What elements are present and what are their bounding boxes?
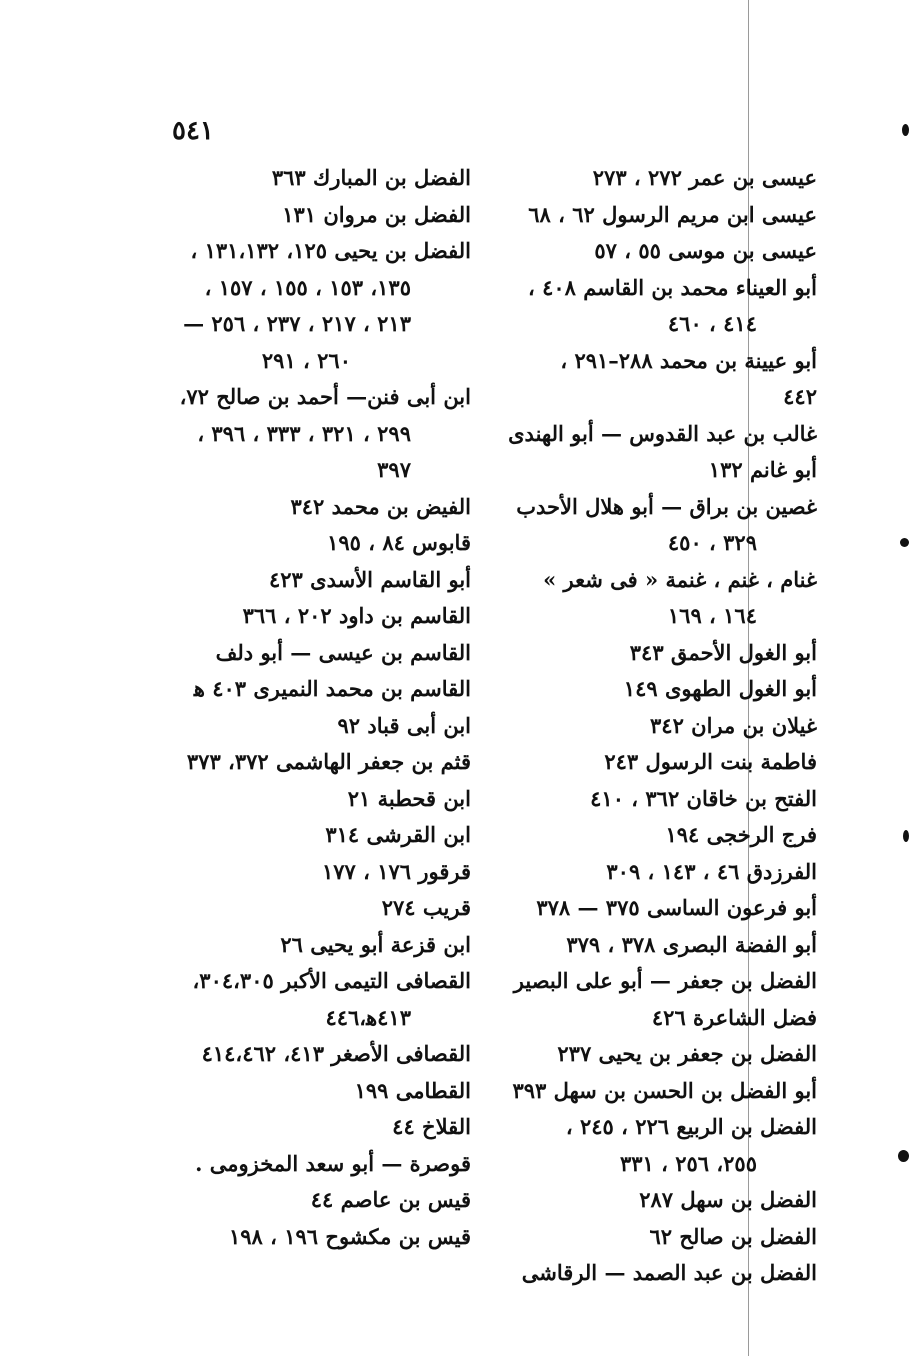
index-entry: الفضل بن الربيع ٢٢٦ ، ٢٤٥ ، [565,1114,817,1139]
index-entry: فاطمة بنت الرسول ٢٤٣ [604,749,817,774]
index-entry: الفضل بن مروان ١٣١ [282,201,471,227]
left-column [161,160,471,1255]
index-entry-continuation: ٢١٣ ، ٢١٧ ، ٢٣٧ ، ٢٥٦ — [183,311,411,336]
index-entry: فضل الشاعرة ٤٢٦ [651,1004,817,1030]
index-entry: الفضل بن يحيى ١٢٥، ١٣١،١٣٢ ، [190,238,471,263]
index-entry: قثم بن جعفر الهاشمى ٣٧٢، ٣٧٣ [186,749,471,774]
index-entry: الفضل بن صالح ٦٢ [649,1223,817,1249]
index-entry: غنام ، غنم ، غنمة « فى شعر » [543,566,817,592]
right-column [508,160,817,1292]
index-entry: عيسى بن عمر ٢٧٢ ، ٢٧٣ [592,165,817,190]
index-entry: الفيض بن محمد ٣٤٢ [290,493,471,519]
index-entry-continuation: ٣٩٧ [377,457,411,482]
index-entry: غالب بن عبد القدوس — أبو الهندى [508,420,817,446]
index-entry: ابن قحطبة ٢١ [347,785,471,811]
index-entry: القلاخ ٤٤ [392,1114,471,1139]
index-entry: عيسى ابن مريم الرسول ٦٢ ، ٦٨ [528,201,817,227]
index-entry: أبو فرعون الساسى ٣٧٥ — ٣٧٨ [536,895,817,920]
index-entry: قيس بن عاصم ٤٤ [310,1187,471,1212]
index-entry-continuation: ٤٤٢ [783,384,817,409]
index-entry: قيس بن مكشوح ١٩٦ ، ١٩٨ [229,1223,471,1249]
index-entry: القاسم بن محمد النميرى ٤٠٣ ﻫ [193,676,471,701]
index-entry: القاسم بن عيسى — أبو دلف [215,639,471,665]
index-entry: أبو عيينة بن محمد ٢٨٨–٢٩١ ، [560,347,817,373]
index-entry: قريب ٢٧٤ [381,895,471,920]
index-entry: الفضل بن سهل ٢٨٧ [639,1187,817,1212]
index-entry: القصافى التيمى الأكبر ٣٠٤،٣٠٥، [192,968,471,993]
index-entry: الفرزدق ٤٦ ، ١٤٣ ، ٣٠٩ [606,858,817,884]
index-entry: أبو الغول الطهوى ١٤٩ [623,676,817,701]
index-entry: القاسم بن داود ٢٠٢ ، ٣٦٦ [242,603,471,628]
index-entry-continuation: ١٦٤ ، ١٦٩ [667,603,757,628]
index-entry: أبو الفضة البصرى ٣٧٨ ، ٣٧٩ [566,931,817,957]
index-entry-continuation: ٢٩٩ ، ٣٢١ ، ٣٣٣ ، ٣٩٦ ، [197,420,411,446]
index-entry: الفتح بن خاقان ٣٦٢ ، ٤١٠ [590,785,817,811]
index-entry-continuation: ٤١٣ﻫ،٤٤٦ [325,1004,411,1030]
index-entry-continuation: ٣٢٩ ، ٤٥٠ [667,530,757,555]
index-entry: ابن أبى قباد ٩٢ [337,712,471,738]
index-entry-continuation: ٢٥٥، ٢٥٦ ، ٣٣١ [619,1150,757,1176]
index-entry: قرقور ١٧٦ ، ١٧٧ [321,858,471,884]
index-entry: غصين بن براق — أبو هلال الأحدب [516,493,817,519]
margin-mark [902,124,909,136]
margin-mark [898,1150,909,1162]
index-entry: الفضل بن عبد الصمد — الرقاشى [521,1260,817,1285]
index-entry: أبو القاسم الأسدى ٤٢٣ [269,566,471,592]
index-entry: أبو غانم ١٣٢ [708,457,817,482]
index-entry: قابوس ٨٤ ، ١٩٥ [327,530,471,555]
index-entry: ابن أبى فنن— أحمد بن صالح ٧٢، [179,384,471,409]
index-entry: فرج الرخجى ١٩٤ [665,822,817,847]
index-entry: الفضل بن جعفر بن يحيى ٢٣٧ [557,1041,817,1066]
index-entry: القطامى ١٩٩ [354,1077,471,1103]
index-entry-continuation: ٤١٤ ، ٤٦٠ [667,311,757,336]
index-entry: الفضل بن المبارك ٣٦٣ [271,165,471,190]
index-entry: ابن القرشى ٣١٤ [325,822,471,847]
index-entry: القصافى الأصغر ٤١٣، ٤١٤،٤٦٢ [201,1041,471,1066]
index-entry: عيسى بن موسى ٥٥ ، ٥٧ [594,238,817,263]
index-entry: غيلان بن مران ٣٤٢ [650,712,817,738]
page-number: ٥٤١ [172,116,214,146]
margin-mark [900,538,909,547]
index-entry: الفضل بن جعفر — أبو على البصير [513,968,817,993]
index-entry: أبو الفضل بن الحسن بن سهل ٣٩٣ [512,1077,817,1103]
index-entry: أبو الغول الأحمق ٣٤٣ [629,639,817,665]
index-entry: ابن قزعة أبو يحيى ٢٦ [280,931,471,957]
index-entry: قوصرة — أبو سعد المخزومى . [195,1150,471,1176]
margin-mark [903,830,909,842]
index-entry-continuation: ١٣٥، ١٥٣ ، ١٥٥ ، ١٥٧ ، [204,274,411,300]
index-entry: أبو العيناء محمد بن القاسم ٤٠٨ ، [528,274,817,300]
index-entry-continuation: ٢٦٠ ، ٢٩١ [261,347,351,373]
